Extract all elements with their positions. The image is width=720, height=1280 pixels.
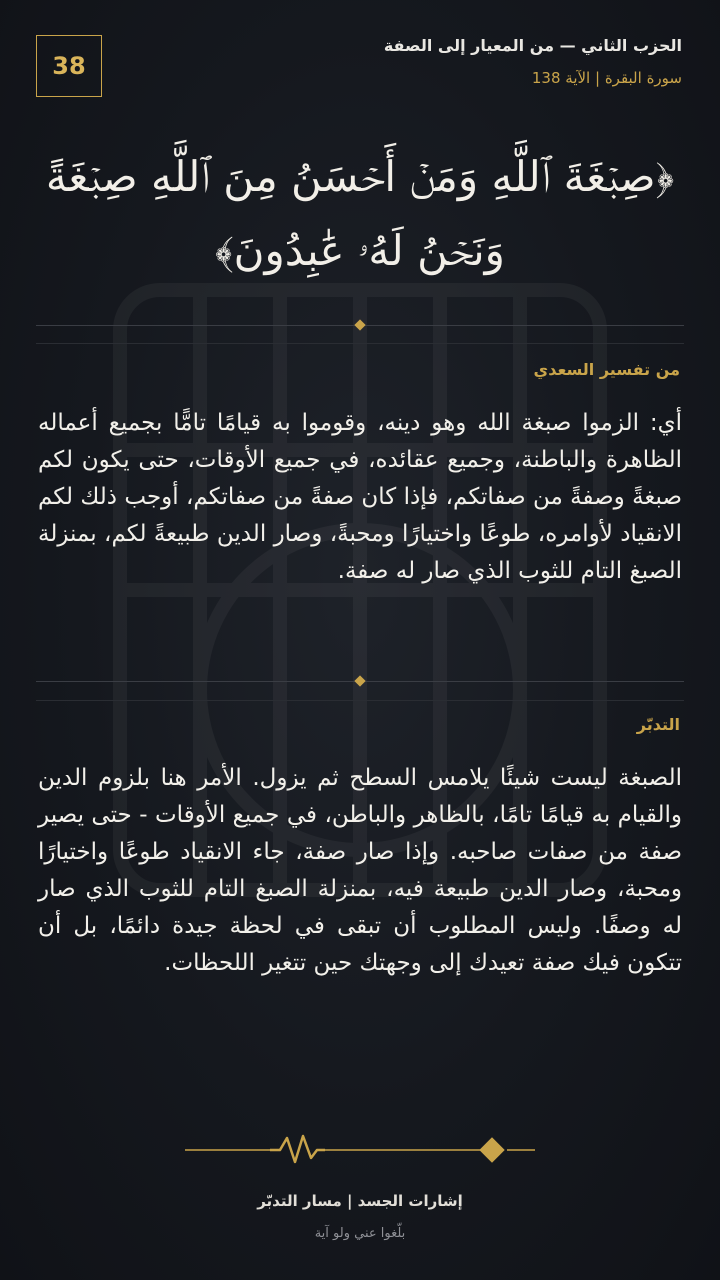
surah-reference: سورة البقرة | الآية 138 (531, 69, 682, 87)
heartbeat-ornament-icon (185, 1128, 535, 1172)
verse-open-bracket: ﴿ (655, 152, 675, 201)
quran-verse (40, 140, 680, 288)
page-number-badge: 38 (36, 35, 102, 97)
divider (36, 681, 684, 682)
tafsir-body: أي: الزموا صبغة الله وهو دينه، وقوموا به قيامًا تامًّا بجميع أعماله الظاهرة والباطنة، وجميع عقائده، في جميع الأوقات، حتى يكون لكم صبغةً وصفةً من صفاتكم، فإذا كان صفةً من صفاتكم، أوجب ذلك لكم الانقياد لأوامره، طوعًا واختيارًا ومحبةً، وصار الدين طبيعةً لكم، بمنزلة الصبغ التام للثوب الذي صار له صفة. (38, 410, 682, 584)
divider-thin (36, 700, 684, 701)
header-text (384, 36, 682, 87)
verse-text: صِبۡغَةَ ٱللَّهِ وَمَنۡ أَحۡسَنُ مِنَ ٱللَّهِ صِبۡغَةً وَنَحۡنُ لَهُۥ عَٰبِدُونَ (45, 152, 656, 275)
verse-close-bracket: ﴾ (215, 226, 234, 275)
hizb-title: الحزب الثاني — من المعيار إلى الصفة (383, 36, 682, 55)
footer-note: بلّغوا عني ولو آية (314, 1226, 406, 1241)
tafsir-title: من تفسير السعدي (533, 360, 680, 379)
divider (36, 325, 684, 326)
tadabbur-body: الصبغة ليست شيئًا يلامس السطح ثم يزول. الأمر هنا بلزوم الدين والقيام به قيامًا تامًا، بالظاهر والباطن، في جميع الأوقات - حتى يصير صفة من صفات صاحبه. وإذا صار صفة، جاء الانقياد طوعًا واختيارًا ومحبة، وصار الدين طبيعة فيه، بمنزلة الصبغ التام للثوب الذي صار له وصفًا. وليس المطلوب أن تبقى في لحظة جيدة دائمًا، بل أن تتكون فيك صفة تعيدك إلى وجهتك حين تتغير اللحظات. (38, 765, 682, 976)
footer-brand: إشارات الجسد | مسار التدبّر (257, 1192, 463, 1210)
divider-thin (36, 343, 684, 344)
header (36, 30, 684, 100)
tadabbur-title: التدبّر (636, 715, 680, 734)
